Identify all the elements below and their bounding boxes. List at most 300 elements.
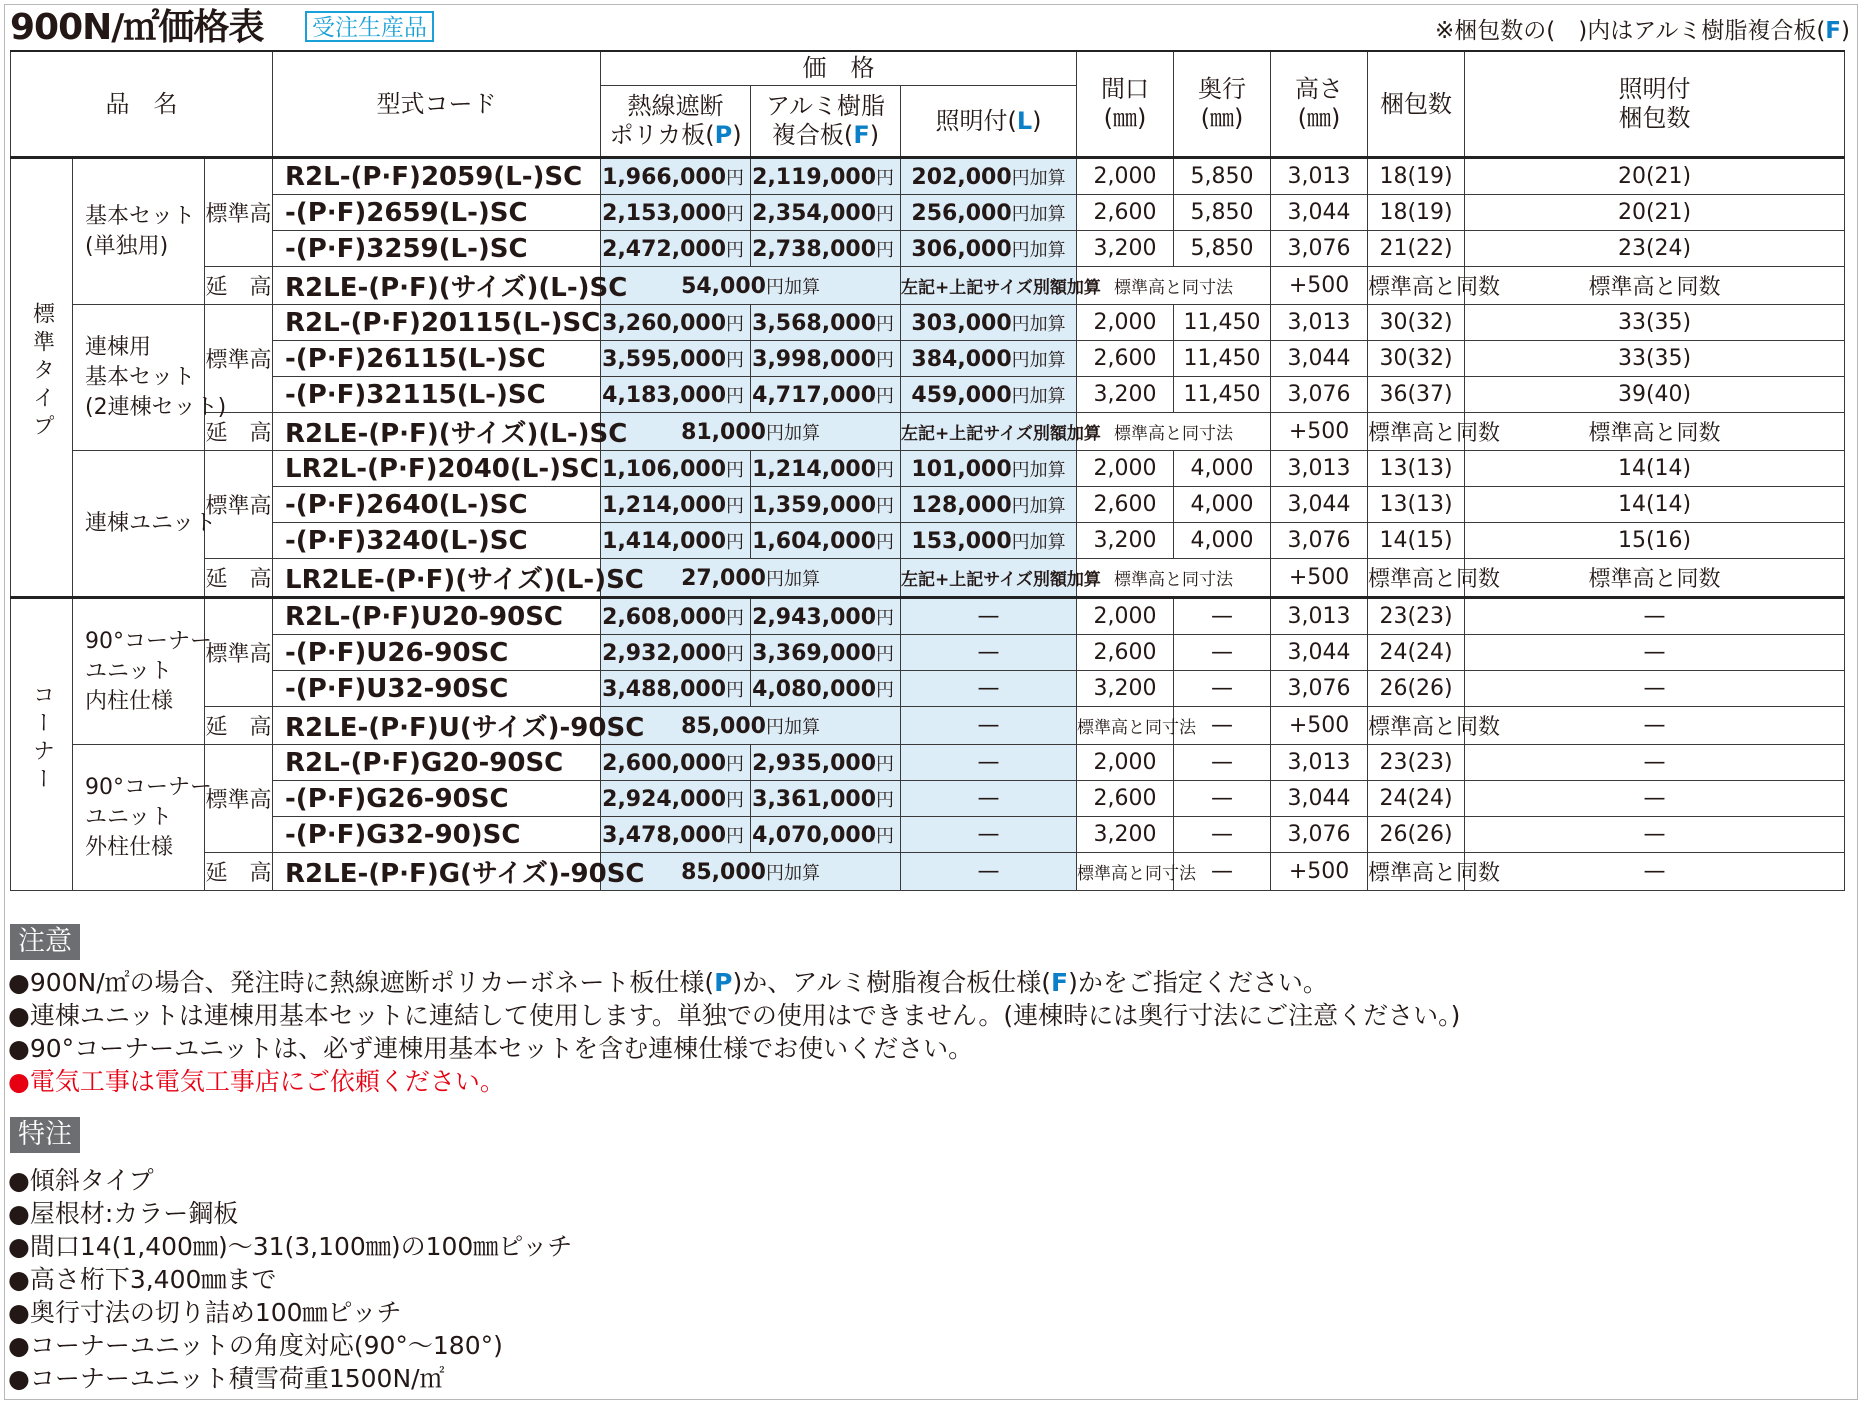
light-pack-value: — (1465, 745, 1845, 781)
header-alumi-3: ) (869, 121, 880, 149)
level-extended: 延 高 (205, 853, 273, 891)
table-row (11, 231, 1845, 267)
pack-value: 14(15) (1368, 523, 1465, 559)
header-alumi (751, 86, 901, 158)
price-alumi-cell (751, 305, 901, 341)
price-light-none: — (977, 786, 1000, 811)
price-poly: 1,106,000 (602, 456, 727, 482)
extension-price: 81,000 (681, 419, 766, 445)
height-value: 3,013 (1271, 451, 1368, 487)
width-value: 3,200 (1077, 523, 1174, 559)
notice-1-a: ●900N/㎡の場合、発注時に熱線遮断ポリカーボネート板仕様( (8, 968, 715, 997)
table-row (11, 158, 1845, 195)
yen-unit: 円 (876, 789, 895, 811)
table-row (11, 523, 1845, 559)
depth-value: 11,450 (1174, 341, 1271, 377)
height-value: +500 (1271, 853, 1368, 891)
depth-value: 5,850 (1174, 195, 1271, 231)
add-unit: 加算 (783, 568, 820, 590)
header-poly-p: P (714, 121, 733, 149)
price-alumi-cell (751, 671, 901, 707)
pack-value: 標準高と同数 (1368, 267, 1465, 305)
price-alumi-cell (751, 745, 901, 781)
pack-count-note (1435, 12, 1850, 45)
extension-price-cell (601, 413, 901, 451)
depth-value: 11,450 (1174, 305, 1271, 341)
table-row (11, 671, 1845, 707)
model-code-text: R2LE-(P·F)(サイズ)(L-)SC (285, 273, 628, 303)
model-code (273, 413, 628, 451)
light-pack-value: 20(21) (1465, 158, 1845, 195)
model-code-text: -(P·F)26115(L-)SC (285, 343, 546, 374)
notice-item (8, 966, 1460, 999)
model-code (273, 267, 628, 305)
group-label (73, 598, 212, 745)
model-code (273, 195, 601, 231)
group-label (73, 451, 217, 598)
depth-value: 4,000 (1174, 451, 1271, 487)
price-light-none: — (977, 640, 1000, 665)
width-value: 2,000 (1077, 598, 1174, 635)
special-order-item: ●間口14(1,400㎜)〜31(3,100㎜)の100㎜ピッチ (8, 1232, 573, 1261)
height-value: 3,013 (1271, 305, 1368, 341)
group-label-line: 内柱仕様 (85, 688, 174, 714)
height-value: 3,076 (1271, 817, 1368, 853)
width-value: 2,600 (1077, 487, 1174, 523)
price-light-cell (901, 635, 1077, 671)
table-row (11, 817, 1845, 853)
table-row (11, 745, 1845, 781)
yen-unit: 円 (1011, 167, 1030, 189)
height-value: +500 (1271, 267, 1368, 305)
notice-1-b: )か、アルミ樹脂複合板仕様( (732, 968, 1052, 997)
model-code-text: -(P·F)3259(L-)SC (285, 233, 528, 264)
height-value: 3,044 (1271, 341, 1368, 377)
price-alumi: 3,361,000 (752, 786, 877, 812)
group-label-line: 基本セット (85, 203, 196, 229)
price-poly: 2,924,000 (602, 786, 727, 812)
price-poly-cell (601, 745, 751, 781)
width-value: 2,000 (1077, 745, 1174, 781)
yen-unit: 円 (726, 459, 745, 481)
group-label-line: (2連棟セット) (85, 394, 227, 420)
group-label (73, 305, 227, 451)
add-unit: 加算 (1029, 531, 1066, 553)
header-light-2: ) (1032, 106, 1042, 135)
extension-price: 85,000 (681, 859, 766, 885)
header-height-unit: (㎜) (1297, 104, 1341, 132)
price-light-cell (901, 745, 1077, 781)
yen-unit: 円 (726, 349, 745, 371)
group-label (73, 158, 205, 305)
price-light-none: — (977, 822, 1000, 847)
price-light-none: — (977, 713, 1000, 738)
model-code-text: R2LE-(P·F)G(サイズ)-90SC (285, 859, 645, 889)
yen-unit: 円 (876, 313, 895, 335)
header-width-unit: (㎜) (1103, 104, 1147, 132)
add-unit: 加算 (1029, 459, 1066, 481)
header-alumi-2: 複合板( (771, 121, 854, 149)
price-light-cell (901, 598, 1077, 635)
add-unit: 加算 (783, 862, 820, 884)
light-pack-value: 14(14) (1465, 451, 1845, 487)
extension-price-cell (601, 707, 901, 745)
height-value: 3,076 (1271, 523, 1368, 559)
model-code (273, 745, 601, 781)
yen-unit: 円 (876, 349, 895, 371)
extension-price: 27,000 (681, 565, 766, 591)
width-value: 標準高と同寸法 (1077, 707, 1174, 745)
price-light-cell (901, 559, 1101, 598)
model-code-text: LR2L-(P·F)2040(L-)SC (285, 453, 599, 484)
level-standard: 標準高 (205, 305, 273, 413)
pack-value: 標準高と同数 (1368, 413, 1465, 451)
extension-price-cell (601, 267, 901, 305)
category-label: コーナー (29, 682, 55, 795)
light-pack-value: 23(24) (1465, 231, 1845, 267)
model-code (273, 853, 645, 891)
price-alumi: 3,369,000 (752, 640, 877, 666)
yen-unit: 円 (876, 385, 895, 407)
price-poly: 1,214,000 (602, 492, 727, 518)
header-depth-unit: (㎜) (1200, 104, 1244, 132)
width-value: 3,200 (1077, 671, 1174, 707)
price-poly-cell (601, 195, 751, 231)
depth-value: — (1174, 745, 1271, 781)
price-alumi-cell (751, 341, 901, 377)
price-alumi: 4,717,000 (752, 382, 877, 408)
price-alumi: 2,354,000 (752, 200, 877, 226)
table-row (11, 451, 1845, 487)
depth-value: 5,850 (1174, 158, 1271, 195)
add-unit: 加算 (783, 276, 820, 298)
depth-value: — (1174, 707, 1271, 745)
header-poly-2: ポリカ板( (609, 121, 715, 149)
width-value: 2,600 (1077, 635, 1174, 671)
header-depth (1174, 51, 1271, 158)
price-light: 306,000 (911, 236, 1012, 262)
height-value: 3,013 (1271, 158, 1368, 195)
yen-unit: 円 (726, 167, 745, 189)
price-light-none: — (977, 676, 1000, 701)
width-value: 2,600 (1077, 195, 1174, 231)
depth-value: — (1174, 598, 1271, 635)
pack-value: 標準高と同数 (1368, 853, 1465, 891)
table-row (11, 598, 1845, 635)
model-code (273, 341, 601, 377)
extension-price-cell (601, 559, 901, 598)
price-poly-cell (601, 487, 751, 523)
header-pack: 梱包数 (1368, 51, 1465, 158)
price-light-cell (901, 341, 1077, 377)
depth-value: 4,000 (1174, 487, 1271, 523)
yen-unit: 円 (726, 239, 745, 261)
price-alumi: 4,080,000 (752, 676, 877, 702)
pack-value: 13(13) (1368, 451, 1465, 487)
table-row (11, 195, 1845, 231)
price-poly: 1,966,000 (602, 164, 727, 190)
light-pack-value: 15(16) (1465, 523, 1845, 559)
table-row (11, 487, 1845, 523)
light-pack-value: — (1465, 781, 1845, 817)
extension-price-cell (601, 853, 901, 891)
model-code-text: R2L-(P·F)20115(L-)SC (285, 307, 601, 338)
group-label-line: 90°コーナー (85, 774, 212, 800)
price-alumi-cell (751, 523, 901, 559)
pack-value: 26(26) (1368, 817, 1465, 853)
yen-unit: 円 (765, 276, 784, 298)
model-code (273, 305, 601, 341)
width-value: 2,000 (1077, 158, 1174, 195)
light-pack-value: 14(14) (1465, 487, 1845, 523)
price-poly: 4,183,000 (602, 382, 727, 408)
table-row (11, 853, 1845, 891)
height-value: 3,044 (1271, 635, 1368, 671)
light-ext-note: 左記+上記サイズ別額加算 (901, 570, 1101, 590)
level-standard: 標準高 (205, 451, 273, 559)
group-label-line: (単独用) (85, 233, 169, 259)
price-table-body (11, 158, 1845, 891)
header-light-pack (1465, 51, 1845, 158)
price-poly-cell (601, 523, 751, 559)
model-code (273, 487, 601, 523)
price-light: 459,000 (911, 382, 1012, 408)
price-light-none: — (977, 750, 1000, 775)
price-alumi-cell (751, 781, 901, 817)
model-code-text: -(P·F)G26-90SC (285, 783, 509, 814)
special-order-label: 特注 (10, 1117, 80, 1153)
price-poly-cell (601, 341, 751, 377)
header-poly-1: 熱線遮断 (627, 92, 724, 120)
add-unit: 加算 (1029, 385, 1066, 407)
special-order-item: ●傾斜タイプ (8, 1166, 154, 1195)
price-alumi: 1,359,000 (752, 492, 877, 518)
yen-unit: 円 (726, 643, 745, 665)
price-light-cell (901, 853, 1077, 891)
yen-unit: 円 (1011, 313, 1030, 335)
pack-value: 30(32) (1368, 341, 1465, 377)
header-poly-3: ) (732, 121, 742, 149)
price-alumi: 4,070,000 (752, 822, 877, 848)
light-pack-value: 20(21) (1465, 195, 1845, 231)
add-unit: 加算 (1029, 203, 1066, 225)
price-light-cell (901, 231, 1077, 267)
price-alumi: 1,604,000 (752, 528, 877, 554)
header-height (1271, 51, 1368, 158)
page-title: 900N/㎡価格表 (10, 7, 264, 48)
group-label-line: ユニット (85, 804, 173, 830)
width-value: 2,000 (1077, 451, 1174, 487)
depth-value: — (1174, 781, 1271, 817)
width-value: 2,600 (1077, 781, 1174, 817)
price-light-none: — (977, 859, 1000, 884)
price-light: 128,000 (911, 492, 1012, 518)
price-alumi-cell (751, 817, 901, 853)
height-value: 3,076 (1271, 231, 1368, 267)
header-lpack-1: 照明付 (1618, 75, 1691, 103)
model-code (273, 817, 601, 853)
notice-item: ●90°コーナーユニットは、必ず連棟用基本セットを含む連棟仕様でお使いください。 (8, 1034, 974, 1063)
level-extended: 延 高 (205, 267, 273, 305)
price-poly: 3,260,000 (602, 310, 727, 336)
group-label-line: 90°コーナー (85, 628, 212, 654)
table-row (11, 707, 1845, 745)
light-ext-note: 左記+上記サイズ別額加算 (901, 278, 1101, 298)
price-light-cell (901, 377, 1077, 413)
price-light-cell (901, 451, 1077, 487)
model-code-text: -(P·F)2659(L-)SC (285, 197, 528, 228)
notice-1-c: )かをご指定ください。 (1068, 968, 1328, 997)
price-poly-cell (601, 158, 751, 195)
yen-unit: 円 (1011, 495, 1030, 517)
light-pack-value: — (1465, 853, 1845, 891)
header-alumi-f: F (853, 121, 870, 149)
height-value: +500 (1271, 559, 1368, 598)
made-to-order-badge: 受注生産品 (305, 11, 434, 42)
width-value: 2,600 (1077, 341, 1174, 377)
header-light-l: L (1016, 106, 1033, 135)
yen-unit: 円 (726, 203, 745, 225)
price-light: 384,000 (911, 346, 1012, 372)
pack-value: 13(13) (1368, 487, 1465, 523)
price-poly: 2,600,000 (602, 750, 727, 776)
model-code (273, 523, 601, 559)
table-row (11, 305, 1845, 341)
yen-unit: 円 (876, 495, 895, 517)
width-depth-same: 標準高と同寸法 (1077, 413, 1271, 451)
yen-unit: 円 (876, 607, 895, 629)
model-code-text: -(P·F)2640(L-)SC (285, 489, 528, 520)
light-pack-value: — (1465, 671, 1845, 707)
add-unit: 加算 (783, 422, 820, 444)
price-alumi: 2,943,000 (752, 604, 877, 630)
price-light-cell (901, 781, 1077, 817)
special-order-item: ●奥行寸法の切り詰め100㎜ピッチ (8, 1298, 402, 1327)
group-label (73, 745, 212, 891)
pack-value: 36(37) (1368, 377, 1465, 413)
depth-value: 4,000 (1174, 523, 1271, 559)
yen-unit: 円 (765, 716, 784, 738)
yen-unit: 円 (876, 239, 895, 261)
model-code-text: R2L-(P·F)U20-90SC (285, 601, 564, 632)
height-value: 3,044 (1271, 487, 1368, 523)
price-alumi: 1,214,000 (752, 456, 877, 482)
price-poly: 3,478,000 (602, 822, 727, 848)
price-table (10, 50, 1845, 891)
pack-note-f: F (1825, 18, 1842, 44)
yen-unit: 円 (726, 679, 745, 701)
price-light: 256,000 (911, 200, 1012, 226)
yen-unit: 円 (876, 825, 895, 847)
level-extended: 延 高 (205, 559, 273, 598)
width-depth-same: 標準高と同寸法 (1077, 267, 1271, 305)
pack-note-close: ) (1841, 18, 1850, 44)
add-unit: 加算 (1029, 495, 1066, 517)
model-code-text: R2LE-(P·F)U(サイズ)-90SC (285, 713, 645, 743)
light-pack-value: — (1465, 598, 1845, 635)
yen-unit: 円 (1011, 349, 1030, 371)
price-alumi-cell (751, 195, 901, 231)
level-standard: 標準高 (205, 745, 273, 853)
price-light-none: — (977, 604, 1000, 629)
yen-unit: 円 (726, 495, 745, 517)
price-poly: 1,414,000 (602, 528, 727, 554)
header-height-label: 高さ (1295, 75, 1344, 103)
price-light-cell (901, 413, 1101, 451)
pack-value: 30(32) (1368, 305, 1465, 341)
model-code-text: -(P·F)G32-90)SC (285, 819, 521, 850)
price-poly: 3,595,000 (602, 346, 727, 372)
yen-unit: 円 (876, 643, 895, 665)
price-alumi-cell (751, 158, 901, 195)
header-light (901, 86, 1077, 158)
depth-value: — (1174, 635, 1271, 671)
price-light-cell (901, 817, 1077, 853)
header-light-1: 照明付( (935, 106, 1017, 135)
price-light-cell (901, 267, 1101, 305)
light-pack-value: 33(35) (1465, 305, 1845, 341)
yen-unit: 円 (726, 607, 745, 629)
height-value: 3,013 (1271, 598, 1368, 635)
depth-value: 11,450 (1174, 377, 1271, 413)
model-code (273, 451, 601, 487)
header-price: 価 格 (601, 51, 1077, 86)
pack-value: 標準高と同数 (1368, 707, 1465, 745)
header-width-label: 間口 (1101, 75, 1150, 103)
width-value: 標準高と同寸法 (1077, 853, 1174, 891)
yen-unit: 円 (1011, 531, 1030, 553)
model-code (273, 781, 601, 817)
price-poly-cell (601, 817, 751, 853)
notice-item: ●連棟ユニットは連棟用基本セットに連結して使用します。単独での使用はできません。(連棟時には奥行寸法にご注意ください。) (8, 1001, 1461, 1030)
yen-unit: 円 (876, 531, 895, 553)
level-standard: 標準高 (205, 598, 273, 707)
table-row (11, 559, 1845, 598)
model-code-text: -(P·F)3240(L-)SC (285, 525, 528, 556)
price-light: 303,000 (911, 310, 1012, 336)
category-corner (11, 598, 73, 891)
special-order-item: ●コーナーユニットの角度対応(90°〜180°) (8, 1331, 503, 1360)
level-extended: 延 高 (205, 707, 273, 745)
pack-value: 18(19) (1368, 158, 1465, 195)
model-code (273, 231, 601, 267)
pack-value: 18(19) (1368, 195, 1465, 231)
pack-value: 26(26) (1368, 671, 1465, 707)
table-row (11, 377, 1845, 413)
model-code-text: -(P·F)U32-90SC (285, 673, 509, 704)
price-light: 101,000 (911, 456, 1012, 482)
height-value: 3,076 (1271, 671, 1368, 707)
model-code (273, 671, 601, 707)
yen-unit: 円 (876, 753, 895, 775)
group-label-line: 連棟用 (85, 334, 152, 360)
header-lpack-2: 梱包数 (1618, 104, 1691, 132)
yen-unit: 円 (765, 862, 784, 884)
level-standard: 標準高 (205, 158, 273, 267)
price-alumi-cell (751, 377, 901, 413)
group-label-line: ユニット (85, 658, 173, 684)
price-alumi-cell (751, 635, 901, 671)
price-poly: 2,472,000 (602, 236, 727, 262)
depth-value: — (1174, 817, 1271, 853)
model-code-text: -(P·F)U26-90SC (285, 637, 509, 668)
price-alumi: 3,998,000 (752, 346, 877, 372)
price-light-cell (901, 487, 1077, 523)
pack-value: 23(23) (1368, 745, 1465, 781)
yen-unit: 円 (876, 203, 895, 225)
price-light: 153,000 (911, 528, 1012, 554)
yen-unit: 円 (1011, 459, 1030, 481)
